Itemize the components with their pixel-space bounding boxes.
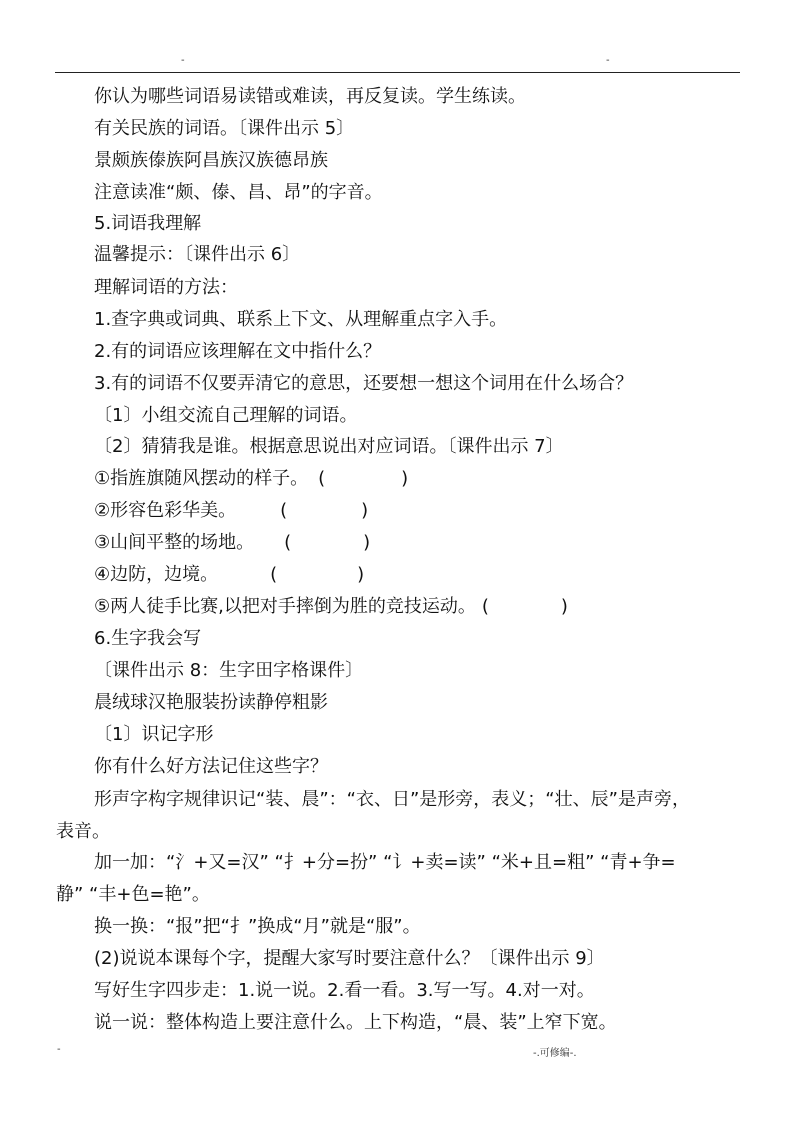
quiz-text: ④边防，边境。 xyxy=(94,564,219,585)
quiz-open-paren: ( xyxy=(284,532,292,553)
text-line: 2.有的词语应该理解在文中指什么？ xyxy=(94,341,382,362)
paragraph-line: 表音。 xyxy=(56,821,110,842)
quiz-close-paren: ) xyxy=(363,532,371,553)
text-line: 1.查字典或词典、联系上下文、从理解重点字入手。 xyxy=(94,309,508,330)
quiz-text: ①指旌旗随风摆动的样子。 xyxy=(94,468,309,489)
text-line: 3.有的词语不仅要弄清它的意思，还要想一想这个词用在什么场合？ xyxy=(94,373,634,394)
section-heading: 6.生字我会写 xyxy=(94,628,202,649)
quiz-open-paren: ( xyxy=(280,500,288,521)
quiz-item xyxy=(94,468,408,490)
footer-right: -.可修编-. xyxy=(533,1048,577,1059)
quiz-item xyxy=(94,500,368,522)
paragraph-line: 形声字构字规律识记“装、晨”：“衣、日”是形旁，表义；“壮、辰”是声旁， xyxy=(94,789,690,810)
quiz-close-paren: ) xyxy=(357,564,365,585)
text-line: 〔1〕识记字形 xyxy=(94,724,214,745)
footer-left: - xyxy=(57,1044,61,1055)
text-line: 晨绒球汉艳服装扮读静停粗影 xyxy=(94,692,328,713)
text-line: 换一换：“报”把“扌”换成“月”就是“服”。 xyxy=(94,916,421,937)
text-line: 你有什么好方法记住这些字？ xyxy=(94,756,328,777)
text-line: 你认为哪些词语易读错或难读，再反复读。学生练读。 xyxy=(94,86,526,107)
text-line: 注意读准“颇、傣、昌、昂”的字音。 xyxy=(94,182,383,203)
quiz-close-paren: ) xyxy=(560,596,568,617)
text-line: (2)说说本课每个字，提醒大家写时要注意什么？〔课件出示 9〕 xyxy=(94,948,605,969)
paragraph-line: 加一加：“氵+又=汉” “扌+分=扮” “讠+卖=读” “米+且=粗” “青+争= xyxy=(94,852,676,873)
paragraph-line: 静” “丰+色=艳”。 xyxy=(56,884,210,905)
text-line: 〔1〕小组交流自己理解的词语。 xyxy=(94,405,358,426)
header-mark-left: - xyxy=(181,55,185,66)
quiz-text: ③山间平整的场地。 xyxy=(94,532,255,553)
header-mark-right: - xyxy=(606,55,610,66)
quiz-close-paren: ) xyxy=(401,468,409,489)
quiz-item xyxy=(94,564,364,586)
quiz-open-paren: ( xyxy=(318,468,326,489)
quiz-open-paren: ( xyxy=(481,596,489,617)
text-line: 写好生字四步走：1.说一说。2.看一看。3.写一写。4.对一对。 xyxy=(94,980,595,1001)
text-line: 温馨提示：〔课件出示 6〕 xyxy=(94,244,301,265)
text-line: 景颇族傣族阿昌族汉族德昂族 xyxy=(94,150,328,171)
quiz-text: ②形容色彩华美。 xyxy=(94,500,237,521)
text-line: 有关民族的词语。〔课件出示 5〕 xyxy=(94,118,355,139)
text-line: 理解词语的方法： xyxy=(94,277,238,298)
quiz-item xyxy=(94,532,370,554)
header-rule xyxy=(55,72,740,73)
quiz-item xyxy=(94,596,568,618)
text-line: 说一说：整体构造上要注意什么。上下构造，“晨、装”上窄下宽。 xyxy=(94,1012,617,1033)
quiz-close-paren: ) xyxy=(361,500,369,521)
text-line: 〔2〕猜猜我是谁。根据意思说出对应词语。〔课件出示 7〕 xyxy=(94,436,564,457)
text-line: 〔课件出示 8：生字田字格课件〕 xyxy=(94,660,364,681)
quiz-open-paren: ( xyxy=(270,564,278,585)
section-heading: 5.词语我理解 xyxy=(94,213,202,234)
quiz-text: ⑤两人徒手比赛,以把对手摔倒为胜的竞技运动。 xyxy=(94,596,476,617)
